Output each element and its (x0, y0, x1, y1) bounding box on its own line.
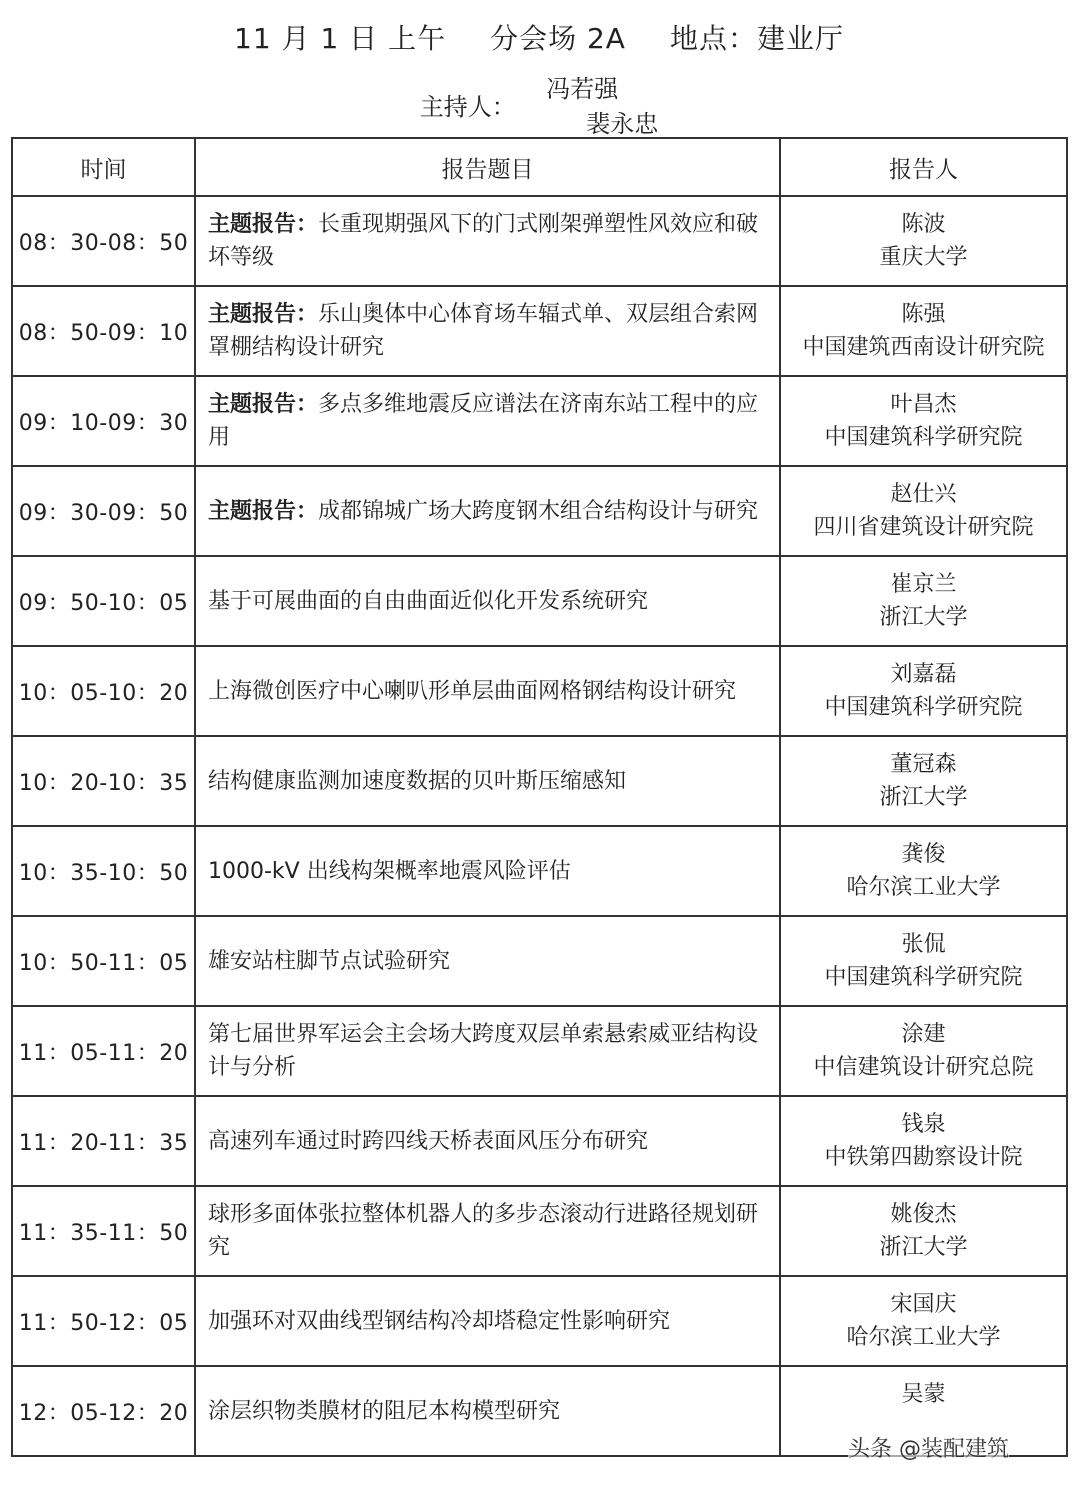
time-cell: 10：50-11：05 (12, 916, 195, 1006)
time-cell: 10：20-10：35 (12, 736, 195, 826)
time-cell: 12：05-12：20 (12, 1366, 195, 1456)
table-row (12, 1096, 1067, 1186)
keynote-label: 主题报告： (208, 302, 319, 327)
topic-cell (195, 376, 780, 466)
table-row (12, 916, 1067, 1006)
speaker-name: 张侃 (901, 932, 946, 957)
table-row (12, 1186, 1067, 1276)
speaker-institution: 中国建筑西南设计研究院 (802, 335, 1045, 360)
speaker-institution: 哈尔滨工业大学 (846, 1325, 1001, 1350)
watermark: 头条 @装配建筑 (848, 1432, 1009, 1463)
speaker-name: 陈强 (901, 302, 946, 327)
topic-cell (195, 826, 780, 916)
column-header-time: 时间 (12, 138, 195, 196)
speaker-name: 涂建 (901, 1022, 946, 1047)
table-row (12, 376, 1067, 466)
table-row (12, 826, 1067, 916)
table-row (12, 466, 1067, 556)
topic-title: 基于可展曲面的自由曲面近似化开发系统研究 (208, 588, 649, 614)
time-cell: 10：35-10：50 (12, 826, 195, 916)
speaker-cell (780, 286, 1067, 376)
schedule-rows (12, 196, 1067, 1456)
table-header-row (12, 138, 1067, 196)
topic-title: 乐山奥体中心体育场车辐式单、双层组合索网罩棚结构设计研究 (208, 302, 759, 360)
time-cell: 10：05-10：20 (12, 646, 195, 736)
topic-title: 球形多面体张拉整体机器人的多步态滚动行进路径规划研究 (208, 1202, 759, 1260)
speaker-institution: 哈尔滨工业大学 (846, 875, 1001, 900)
topic-cell (195, 1186, 780, 1276)
table-row (12, 556, 1067, 646)
topic-title: 成都锦城广场大跨度钢木组合结构设计与研究 (318, 498, 759, 524)
speaker-name: 崔京兰 (890, 572, 957, 597)
speaker-institution: 浙江大学 (879, 1235, 968, 1260)
speaker-institution: 中国建筑科学研究院 (824, 965, 1023, 990)
time-cell: 11：35-11：50 (12, 1186, 195, 1276)
topic-cell (195, 556, 780, 646)
topic-title: 多点多维地震反应谱法在济南东站工程中的应用 (208, 392, 759, 450)
topic-cell (195, 1096, 780, 1186)
topic-title: 第七届世界军运会主会场大跨度双层单索悬索威亚结构设计与分析 (208, 1022, 759, 1080)
speaker-name: 钱泉 (901, 1112, 946, 1137)
speaker-cell (780, 1006, 1067, 1096)
speaker-cell (780, 466, 1067, 556)
topic-title: 雄安站柱脚节点试验研究 (208, 948, 451, 974)
speaker-cell (780, 916, 1067, 1006)
topic-title: 涂层织物类膜材的阻尼本构模型研究 (208, 1398, 561, 1424)
host-name-2: 裴永忠 (586, 110, 659, 138)
speaker-name: 姚俊杰 (890, 1202, 957, 1227)
host-name-1: 冯若强 (546, 75, 619, 103)
speaker-name: 龚俊 (901, 842, 946, 867)
speaker-name: 吴蒙 (901, 1382, 946, 1407)
session-date: 11 月 1 日 上午 (234, 22, 447, 55)
speaker-institution: 中国建筑科学研究院 (824, 425, 1023, 450)
table-row (12, 646, 1067, 736)
keynote-label: 主题报告： (208, 392, 319, 417)
host-line (0, 75, 1078, 138)
speaker-cell (780, 826, 1067, 916)
table-row (12, 736, 1067, 826)
speaker-cell (780, 736, 1067, 826)
speaker-institution: 中信建筑设计研究总院 (813, 1055, 1034, 1080)
time-cell: 09：10-09：30 (12, 376, 195, 466)
schedule-table (11, 137, 1068, 1457)
topic-title: 1000-kV 出线构架概率地震风险评估 (208, 858, 571, 884)
topic-title: 结构健康监测加速度数据的贝叶斯压缩感知 (208, 768, 627, 794)
speaker-name: 宋国庆 (890, 1292, 957, 1317)
topic-cell (195, 466, 780, 556)
speaker-name: 董冠森 (890, 752, 957, 777)
topic-title: 上海微创医疗中心喇叭形单层曲面网格钢结构设计研究 (208, 678, 737, 704)
speaker-name: 陈波 (901, 212, 946, 237)
topic-cell (195, 196, 780, 286)
topic-cell (195, 286, 780, 376)
speaker-cell (780, 1276, 1067, 1366)
speaker-cell (780, 556, 1067, 646)
time-cell: 08：50-09：10 (12, 286, 195, 376)
speaker-cell (780, 1096, 1067, 1186)
topic-cell (195, 1006, 780, 1096)
session-room: 分会场 2A (490, 22, 626, 55)
speaker-institution: 中国建筑科学研究院 (824, 695, 1023, 720)
speaker-institution: 四川省建筑设计研究院 (813, 515, 1034, 540)
speaker-institution: 浙江大学 (879, 785, 968, 810)
session-venue: 地点：建业厅 (669, 22, 844, 55)
speaker-name: 赵仕兴 (890, 482, 957, 507)
speaker-cell (780, 646, 1067, 736)
table-row (12, 1276, 1067, 1366)
topic-cell (195, 736, 780, 826)
speaker-cell (780, 1186, 1067, 1276)
speaker-name: 刘嘉磊 (890, 662, 957, 687)
topic-cell (195, 1276, 780, 1366)
speaker-institution: 浙江大学 (879, 605, 968, 630)
time-cell: 09：30-09：50 (12, 466, 195, 556)
topic-title: 加强环对双曲线型钢结构冷却塔稳定性影响研究 (208, 1308, 671, 1334)
column-header-speaker: 报告人 (780, 138, 1067, 196)
topic-cell (195, 916, 780, 1006)
time-cell: 11：50-12：05 (12, 1276, 195, 1366)
speaker-name: 叶昌杰 (890, 392, 957, 417)
keynote-label: 主题报告： (208, 212, 319, 237)
speaker-institution: 中铁第四勘察设计院 (824, 1145, 1023, 1170)
keynote-label: 主题报告： (208, 498, 319, 524)
speaker-cell (780, 376, 1067, 466)
column-header-topic: 报告题目 (195, 138, 780, 196)
host-label: 主持人： (419, 92, 516, 121)
table-row (12, 286, 1067, 376)
table-row (12, 1006, 1067, 1096)
topic-title: 长重现期强风下的门式刚架弹塑性风效应和破坏等级 (208, 212, 759, 270)
topic-cell (195, 646, 780, 736)
topic-cell (195, 1366, 780, 1456)
speaker-institution: 重庆大学 (879, 245, 968, 270)
table-row (12, 196, 1067, 286)
topic-title: 高速列车通过时跨四线天桥表面风压分布研究 (208, 1128, 649, 1154)
time-cell: 11：20-11：35 (12, 1096, 195, 1186)
time-cell: 11：05-11：20 (12, 1006, 195, 1096)
time-cell: 09：50-10：05 (12, 556, 195, 646)
speaker-cell (780, 196, 1067, 286)
time-cell: 08：30-08：50 (12, 196, 195, 286)
